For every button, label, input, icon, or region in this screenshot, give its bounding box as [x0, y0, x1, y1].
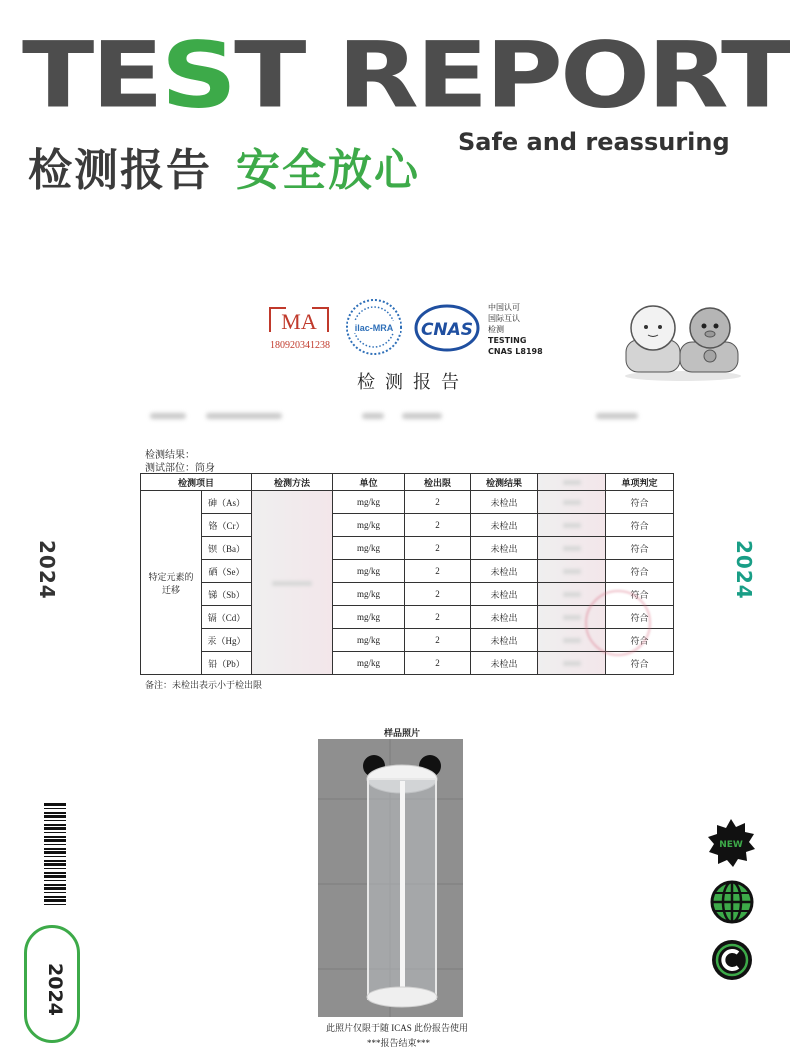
year-label-left: 2024: [35, 540, 59, 600]
verdict-cell: 符合: [606, 537, 674, 560]
photo-caption: 样品照片: [384, 728, 421, 738]
subtitle-english: Safe and reassuring: [458, 128, 730, 156]
table-row: [141, 560, 674, 583]
element-cell: 硒（Se）: [202, 560, 252, 583]
cma-logo-icon: [266, 302, 332, 338]
limit-cell: 2: [405, 560, 471, 583]
header-item: 检测项目: [141, 474, 252, 491]
verdict-cell: 符合: [606, 560, 674, 583]
limit-value-redacted: [538, 537, 606, 560]
cnas-accreditation-text: 中国认可 国际互认 检测 TESTING CNAS L8198: [488, 303, 543, 356]
group-cell: 特定元素的 迁移: [141, 491, 202, 675]
limit-cell: 2: [405, 652, 471, 675]
report-end-marker: ***报告结束***: [367, 1038, 431, 1048]
title-highlight-letter: S: [160, 22, 235, 129]
limit-value-redacted: [538, 514, 606, 537]
redacted-info: [596, 413, 638, 419]
seal-stamp: [585, 590, 651, 656]
test-part-label: 测试部位：筒身: [145, 463, 215, 474]
header-detection-limit: 检出限: [405, 474, 471, 491]
element-cell: 铅（Pb）: [202, 652, 252, 675]
limit-cell: 2: [405, 629, 471, 652]
subtitle-chinese: 检测报告: [28, 145, 212, 196]
subtitle-chinese-green: 安全放心: [236, 145, 420, 196]
verdict-cell: 符合: [606, 606, 674, 629]
result-cell: 未检出: [471, 652, 538, 675]
element-cell: 汞（Hg）: [202, 629, 252, 652]
new-badge-icon: [706, 818, 756, 868]
unit-cell: mg/kg: [333, 491, 405, 514]
report-title: 检测报告: [357, 372, 469, 392]
limit-cell: 2: [405, 537, 471, 560]
unit-cell: mg/kg: [333, 583, 405, 606]
unit-cell: mg/kg: [333, 652, 405, 675]
barcode-icon: [44, 803, 66, 908]
redacted-info: [362, 413, 384, 419]
limit-cell: 2: [405, 606, 471, 629]
unit-cell: mg/kg: [333, 560, 405, 583]
year-pill-label: 2024: [44, 963, 66, 1016]
cnas-logo-icon: [414, 304, 480, 352]
header-method: 检测方法: [252, 474, 333, 491]
table-row: [141, 537, 674, 560]
redacted-info: [402, 413, 442, 419]
ilac-mra-logo-icon: [344, 298, 404, 356]
element-cell: 锑（Sb）: [202, 583, 252, 606]
results-label: 检测结果：: [145, 450, 195, 461]
svg-text:MA: MA: [281, 309, 317, 334]
redacted-info: [150, 413, 186, 419]
year-pill: [24, 925, 80, 1043]
mascot-illustration: [618, 300, 748, 382]
result-cell: 未检出: [471, 514, 538, 537]
result-cell: 未检出: [471, 606, 538, 629]
element-cell: 镉（Cd）: [202, 606, 252, 629]
report-big-title: TEST REPORT: [22, 22, 790, 129]
copyright-icon: [710, 938, 754, 982]
result-cell: 未检出: [471, 560, 538, 583]
table-row: [141, 652, 674, 675]
element-cell: 钡（Ba）: [202, 537, 252, 560]
verdict-cell: 符合: [606, 652, 674, 675]
redacted-info: [206, 413, 282, 419]
table-row: [141, 491, 674, 514]
header-limit-value: [538, 474, 606, 491]
element-cell: 铬（Cr）: [202, 514, 252, 537]
verdict-cell: 符合: [606, 491, 674, 514]
limit-cell: 2: [405, 491, 471, 514]
result-cell: 未检出: [471, 537, 538, 560]
header-result: 检测结果: [471, 474, 538, 491]
limit-cell: 2: [405, 583, 471, 606]
result-cell: 未检出: [471, 583, 538, 606]
limit-value-redacted: [538, 652, 606, 675]
photo-note: 此照片仅限于随 ICAS 此份报告使用: [326, 1023, 469, 1033]
unit-cell: mg/kg: [333, 629, 405, 652]
verdict-cell: 符合: [606, 514, 674, 537]
table-row: [141, 514, 674, 537]
cma-number: 180920341238: [270, 340, 330, 351]
unit-cell: mg/kg: [333, 537, 405, 560]
svg-text:NEW: NEW: [719, 840, 743, 850]
element-cell: 砷（As）: [202, 491, 252, 514]
svg-text:CNAS: CNAS: [420, 320, 474, 340]
method-cell-redacted: [252, 491, 333, 675]
verdict-cell: 符合: [606, 583, 674, 606]
unit-cell: mg/kg: [333, 514, 405, 537]
header-verdict: 单项判定: [606, 474, 674, 491]
limit-value-redacted: [538, 560, 606, 583]
table-header-row: [141, 474, 674, 491]
result-cell: 未检出: [471, 629, 538, 652]
result-cell: 未检出: [471, 491, 538, 514]
globe-icon: [710, 880, 754, 924]
unit-cell: mg/kg: [333, 606, 405, 629]
limit-value-redacted: [538, 491, 606, 514]
svg-text:ilac-MRA: ilac-MRA: [354, 323, 394, 333]
sample-photo: [318, 739, 463, 1017]
header-unit: 单位: [333, 474, 405, 491]
year-label-right: 2024: [732, 540, 756, 600]
table-note: 备注：未检出表示小于检出限: [145, 680, 263, 690]
limit-cell: 2: [405, 514, 471, 537]
verdict-cell: 符合: [606, 629, 674, 652]
